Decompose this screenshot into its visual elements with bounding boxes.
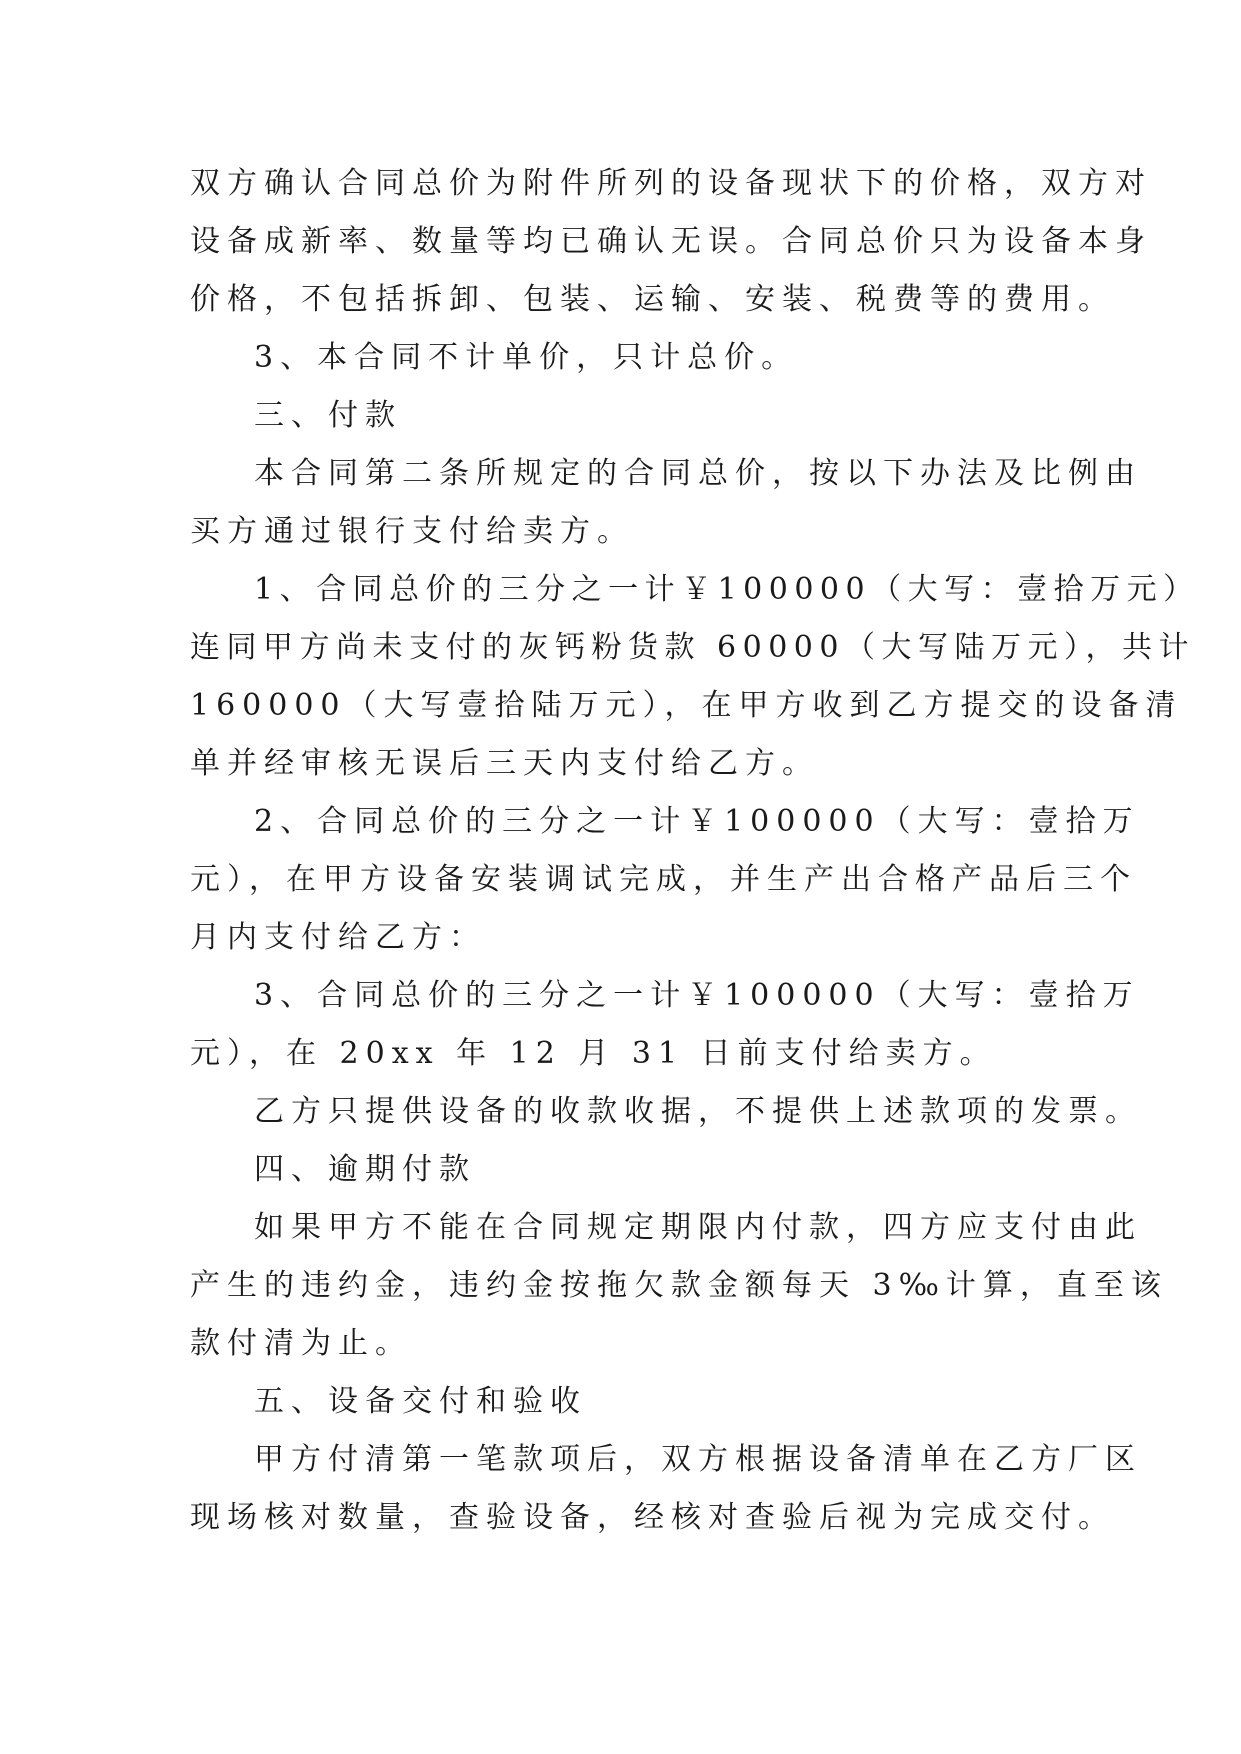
text-line: 160000（大写壹拾陆万元），在甲方收到乙方提交的设备清 [190,688,1183,723]
section-heading: 五、设备交付和验收 [254,1384,587,1419]
text-line: 设备成新率、数量等均已确认无误。合同总价只为设备本身 [190,224,1152,259]
text-line: 单并经审核无误后三天内支付给乙方。 [190,746,819,781]
text-line: 1、合同总价的三分之一计￥100000（大写：壹拾万元） [254,572,1200,607]
text-line: 元），在甲方设备安装调试完成，并生产出合格产品后三个 [190,862,1137,897]
section-heading: 四、逾期付款 [254,1152,476,1187]
text-line: 双方确认合同总价为附件所列的设备现状下的价格，双方对 [190,166,1152,201]
text-line: 产生的违约金，违约金按拖欠款金额每天 3‰计算，直至该 [190,1268,1168,1303]
text-line: 本合同第二条所规定的合同总价，按以下办法及比例由 [254,456,1142,491]
text-line: 3、本合同不计单价，只计总价。 [254,340,799,375]
text-line: 3、合同总价的三分之一计￥100000（大写：壹拾万 [254,978,1140,1013]
text-line: 如果甲方不能在合同规定期限内付款，四方应支付由此 [254,1210,1142,1245]
text-line: 元），在 20xx 年 12 月 31 日前支付给卖方。 [190,1036,997,1071]
section-heading: 三、付款 [254,398,402,433]
text-line: 现场核对数量，查验设备，经核对查验后视为完成交付。 [190,1500,1115,1535]
text-line: 买方通过银行支付给卖方。 [190,514,634,549]
text-line: 价格，不包括拆卸、包装、运输、安装、税费等的费用。 [190,282,1115,317]
text-line: 月内支付给乙方： [190,920,486,955]
text-line: 乙方只提供设备的收款收据，不提供上述款项的发票。 [254,1094,1142,1129]
text-line: 款付清为止。 [190,1326,412,1361]
text-line: 连同甲方尚未支付的灰钙粉货款 60000（大写陆万元），共计 [190,630,1195,665]
text-line: 甲方付清第一笔款项后，双方根据设备清单在乙方厂区 [254,1442,1142,1477]
text-line: 2、合同总价的三分之一计￥100000（大写：壹拾万 [254,804,1140,839]
